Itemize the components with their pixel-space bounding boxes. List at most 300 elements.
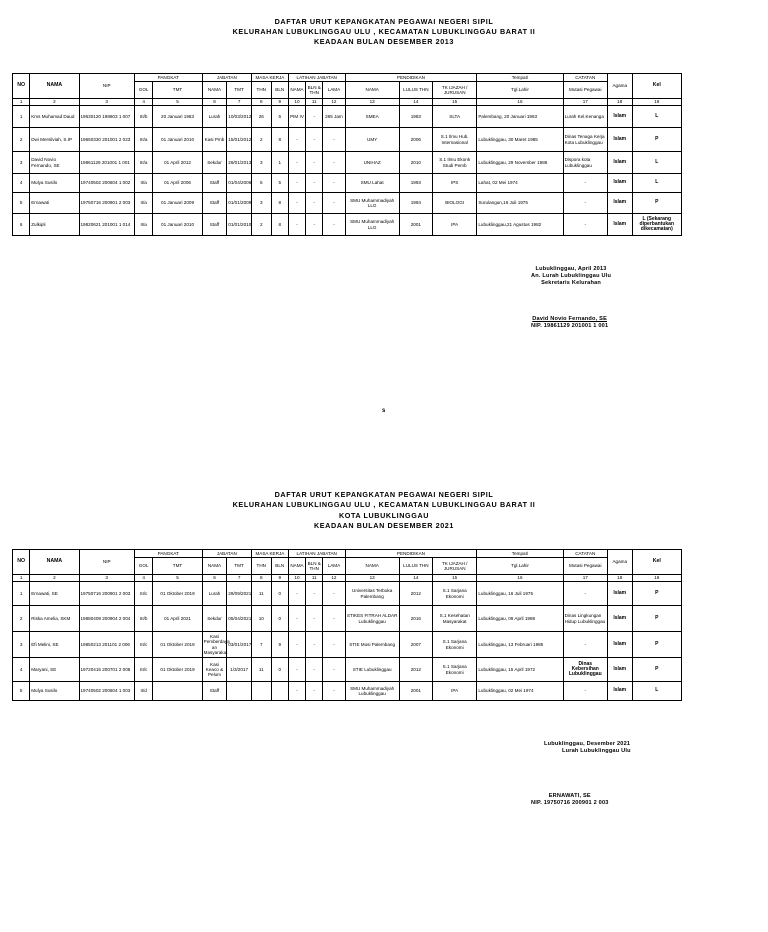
col-number: 12 — [323, 99, 345, 106]
cell-agama: Islam — [607, 106, 632, 128]
table-row — [13, 152, 682, 174]
cell-jab-nama: Kasi Keaco & Pelum — [202, 658, 227, 682]
cell-pend-nama: SMU Muhammadiyah LLG — [345, 193, 399, 214]
cell-lat-nama: - — [288, 658, 305, 682]
col-header-pangkat: PANGKAT — [134, 74, 202, 82]
page-separator-mark: s — [382, 408, 386, 414]
cell-nama: David Novio Fernando, SE — [30, 152, 79, 174]
cell-ttl: Surulangun,16 Juli 1975 — [477, 193, 563, 214]
col-subheader-lulus-thn: LULUS THN — [399, 82, 432, 99]
cell-gol: III/c — [134, 582, 152, 606]
cell-lulus: 1983 — [399, 106, 432, 128]
cell-thn: 3 — [251, 193, 271, 214]
col-header-pendidikan: PENDIDIKAN — [345, 74, 477, 82]
cell-lulus: 1993 — [399, 174, 432, 193]
cell-nama: Ernawati — [30, 193, 79, 214]
col-number: 3 — [79, 575, 134, 582]
col-header-tempat: Tempat/ — [477, 74, 563, 82]
cell-jab-tmt: 01/01/2010 — [227, 214, 252, 236]
cell-no: 3 — [13, 632, 30, 658]
cell-lat-lama: - — [323, 658, 345, 682]
cell-gol: III/b — [134, 606, 152, 632]
doc2-signature-block — [544, 741, 631, 755]
col-header-nama: NAMA — [30, 550, 79, 575]
cell-agama: Islam — [607, 682, 632, 701]
col-header-kel: Kel — [632, 550, 681, 575]
col-header-jabatan: JABATAN — [202, 74, 251, 82]
col-subheader-bln: BLN — [271, 82, 288, 99]
cell-jab-nama: Staff — [202, 682, 227, 701]
signature-position: Lurah Lubuklinggau Ulu — [562, 748, 631, 755]
cell-tmt: 01 Oktober 2019 — [153, 582, 202, 606]
cell-gol: III/a — [134, 152, 152, 174]
cell-lat-lama: - — [323, 214, 345, 236]
cell-mutasi: Dinas Tenaga Kerja Kota Lubuklinggau — [563, 128, 607, 152]
col-number: 9 — [271, 99, 288, 106]
col-number: 3 — [79, 99, 134, 106]
col-subheader-gol: GOL — [134, 82, 152, 99]
col-number: 15 — [433, 99, 477, 106]
col-number: 7 — [227, 99, 252, 106]
cell-agama: Islam — [607, 193, 632, 214]
col-subheader-tmt: TMT — [153, 82, 202, 99]
col-number: 15 — [433, 575, 477, 582]
cell-nama: Ernawati, SE — [30, 582, 79, 606]
col-number: 16 — [477, 575, 563, 582]
cell-lat-lama: - — [323, 174, 345, 193]
col-number: 8 — [251, 99, 271, 106]
col-subheader-nama-sub: NAMA — [345, 558, 399, 575]
col-subheader-nama-sub: NAMA — [202, 82, 227, 99]
cell-jab-tmt: 10/03/2012 — [227, 106, 252, 128]
cell-lat-thn: - — [306, 193, 323, 214]
doc1-signatory — [531, 316, 608, 330]
cell-jab-tmt: 01/04/2006 — [227, 174, 252, 193]
col-header-agama: Agama — [607, 550, 632, 575]
cell-thn: 7 — [251, 632, 271, 658]
col-subheader-tgl-lahir: Tgl.Lahir — [477, 558, 563, 575]
cell-jurusan: IPA — [433, 214, 477, 236]
cell-tmt: 01 Januari 2010 — [153, 214, 202, 236]
cell-pend-nama: UMY — [345, 128, 399, 152]
cell-bln: 0 — [271, 606, 288, 632]
cell-bln — [271, 682, 288, 701]
cell-lat-thn: - — [306, 152, 323, 174]
cell-pend-nama: SMEA — [345, 106, 399, 128]
cell-agama: Islam — [607, 606, 632, 632]
col-number: 2 — [30, 575, 79, 582]
cell-kel: P — [632, 193, 681, 214]
cell-lulus: 2012 — [399, 582, 432, 606]
cell-lat-nama: - — [288, 606, 305, 632]
doc1-title-line: DAFTAR URUT KEPANGKATAN PEGAWAI NEGERI SIPIL — [274, 17, 494, 26]
doc2-personnel-table — [12, 549, 682, 701]
doc1-title-line: KEADAAN BULAN DESEMBER 2013 — [313, 37, 454, 46]
signatory-nip: NIP. 19750716 200901 2 003 — [531, 800, 609, 807]
col-number: 16 — [477, 99, 563, 106]
col-number: 11 — [306, 99, 323, 106]
cell-gol: III/b — [134, 106, 152, 128]
cell-thn: 2 — [251, 128, 271, 152]
cell-mutasi: - — [563, 193, 607, 214]
table-row — [13, 658, 682, 682]
col-subheader-mutasi: Mutasi Pegawai — [563, 558, 607, 575]
col-number: 18 — [607, 575, 632, 582]
cell-lulus: 2007 — [399, 632, 432, 658]
cell-jab-tmt — [227, 682, 252, 701]
cell-tmt: 20 Januari 1983 — [153, 106, 202, 128]
cell-mutasi: - — [563, 632, 607, 658]
cell-bln: 0 — [271, 658, 288, 682]
cell-jab-tmt: 01/01/2009 — [227, 193, 252, 214]
cell-pend-nama: SMU Lahat — [345, 174, 399, 193]
cell-lat-lama: - — [323, 606, 345, 632]
col-subheader-bln-thn: BLN & THN — [306, 558, 323, 575]
cell-lat-thn: - — [306, 682, 323, 701]
signatory-nip: NIP. 19861129 201001 1 001 — [531, 323, 609, 330]
cell-jab-nama: Kasi Pemberdaya an Masyarakat — [202, 632, 227, 658]
col-subheader-gol: GOL — [134, 558, 152, 575]
cell-jurusan: S.1 Sarjana Ekonomi — [433, 632, 477, 658]
cell-lulus: 2010 — [399, 152, 432, 174]
cell-jab-tmt: 03/01/2017 — [227, 632, 252, 658]
col-header-masa-kerja: MASA KERJA — [251, 74, 288, 82]
cell-lat-thn: - — [306, 106, 323, 128]
cell-ttl: Lubuklinggau, 16 Juli 1975 — [477, 582, 563, 606]
doc2-signatory — [531, 793, 609, 807]
doc1-signature-block — [531, 266, 611, 288]
cell-ttl: Lubuklinggau, 30 Maret 1985 — [477, 128, 563, 152]
cell-kel: P — [632, 582, 681, 606]
col-number: 13 — [345, 99, 399, 106]
cell-bln: 9 — [271, 632, 288, 658]
col-header-tempat: Tempat/ — [477, 550, 563, 558]
col-header-agama: Agama — [607, 74, 632, 99]
col-header-catatan: CATATAN — [563, 550, 607, 558]
cell-thn: 11 — [251, 582, 271, 606]
col-subheader-tk-ijazah: TK IJAZAH / JURUSAN — [433, 558, 477, 575]
cell-bln: 8 — [271, 214, 288, 236]
cell-nip: 19740502 200604 1 003 — [79, 682, 134, 701]
cell-nip: 19650330 201001 2 023 — [79, 128, 134, 152]
cell-pend-nama: STIKES FITRAH ALDAR Lubuklinggau — [345, 606, 399, 632]
table-row — [13, 214, 682, 236]
doc2-title-line: KELURAHAN LUBUKLINGGAU ULU , KECAMATAN LUBUKLINGGAU BARAT II — [232, 500, 536, 509]
table-row — [13, 582, 682, 606]
cell-jab-nama: Sekdur — [202, 152, 227, 174]
cell-jurusan: S.1 Sarjana Ekonomi — [433, 582, 477, 606]
cell-nip: 19880409 200904 2 004 — [79, 606, 134, 632]
cell-tmt: 01 Januari 2010 — [153, 128, 202, 152]
cell-gol: II/a — [134, 193, 152, 214]
cell-tmt: 01 Januari 2009 — [153, 193, 202, 214]
cell-no: 4 — [13, 174, 30, 193]
doc1-personnel-table — [12, 73, 682, 236]
col-number: 10 — [288, 99, 305, 106]
cell-no: 5 — [13, 682, 30, 701]
signatory-name: ERNAWATI, SE — [548, 793, 591, 799]
cell-lat-lama: 285 Jam — [323, 106, 345, 128]
doc2-title-line: DAFTAR URUT KEPANGKATAN PEGAWAI NEGERI SIPIL — [274, 490, 494, 499]
col-number: 13 — [345, 575, 399, 582]
cell-tmt: 01 April 2021 — [153, 606, 202, 632]
signature-place-date: Lubuklinggau, April 2013 — [535, 266, 607, 272]
cell-jurusan: S.1 Kesehatan Masyarakat — [433, 606, 477, 632]
col-number: 19 — [632, 99, 681, 106]
cell-bln: 6 — [271, 106, 288, 128]
cell-no: 6 — [13, 214, 30, 236]
cell-kel: L — [632, 174, 681, 193]
cell-gol: II/a — [134, 174, 152, 193]
cell-gol: II/a — [134, 214, 152, 236]
cell-thn: 10 — [251, 606, 271, 632]
col-number: 14 — [399, 99, 432, 106]
cell-kel: P — [632, 606, 681, 632]
cell-lat-nama: - — [288, 193, 305, 214]
cell-lulus: 2001 — [399, 214, 432, 236]
cell-jab-nama: Sekdur — [202, 606, 227, 632]
cell-jab-nama: Staff — [202, 174, 227, 193]
cell-no: 4 — [13, 658, 30, 682]
cell-no: 2 — [13, 128, 30, 152]
col-header-no: NO — [13, 550, 30, 575]
col-number: 17 — [563, 99, 607, 106]
cell-lulus: 2016 — [399, 606, 432, 632]
cell-no: 2 — [13, 606, 30, 632]
col-header-no: NO — [13, 74, 30, 99]
cell-gol: II/d — [134, 682, 152, 701]
col-header-nip: NIP — [79, 74, 134, 99]
cell-lat-thn: - — [306, 214, 323, 236]
cell-lat-lama: - — [323, 193, 345, 214]
cell-agama: Islam — [607, 582, 632, 606]
cell-lat-lama: - — [323, 582, 345, 606]
cell-nip: 19750716 200901 2 003 — [79, 582, 134, 606]
cell-no: 3 — [13, 152, 30, 174]
cell-jurusan: S.1 Sarjana Ekonomi — [433, 658, 477, 682]
table-row — [13, 632, 682, 658]
cell-lat-nama: - — [288, 214, 305, 236]
col-number: 5 — [153, 575, 202, 582]
cell-thn: 11 — [251, 658, 271, 682]
cell-no: 1 — [13, 106, 30, 128]
col-header-jabatan: JABATAN — [202, 550, 251, 558]
col-number: 18 — [607, 99, 632, 106]
cell-nama: Kms Muhamad Daud — [30, 106, 79, 128]
col-number: 11 — [306, 575, 323, 582]
cell-jab-tmt: 28/09/2021 — [227, 582, 252, 606]
cell-kel: L (Sekarang diperbantukan dikecamatan) — [632, 214, 681, 236]
cell-bln: 1 — [271, 152, 288, 174]
col-header-masa-kerja: MASA KERJA — [251, 550, 288, 558]
cell-no: 5 — [13, 193, 30, 214]
cell-gol: III/a — [134, 128, 152, 152]
cell-pend-nama: STIE Lubuklinggau — [345, 658, 399, 682]
cell-pend-nama: UNIHAZ — [345, 152, 399, 174]
doc2-title-line: KOTA LUBUKLINGGAU — [338, 511, 430, 520]
cell-nama: Efi Melini, SE — [30, 632, 79, 658]
cell-lat-nama: - — [288, 152, 305, 174]
cell-mutasi: - — [563, 174, 607, 193]
cell-jurusan: S.1 Ilmu Hub. Internasional — [433, 128, 477, 152]
cell-jab-tmt: 26/01/2013 — [227, 152, 252, 174]
cell-lat-nama: - — [288, 632, 305, 658]
cell-pend-nama: SMU Muhammadiyah LLG — [345, 214, 399, 236]
col-header-latihan: LATIHAN JABATAN — [288, 74, 345, 82]
cell-jab-tmt: 15/01/2012 — [227, 128, 252, 152]
signature-place-date: Lubuklinggau, Desember 2021 — [544, 741, 631, 747]
col-subheader-nama-sub: NAMA — [288, 558, 305, 575]
col-number: 19 — [632, 575, 681, 582]
doc1-title-line: KELURAHAN LUBUKLINGGAU ULU , KECAMATAN LUBUKLINGGAU BARAT II — [232, 27, 536, 36]
cell-jab-nama: Staff — [202, 193, 227, 214]
cell-bln: 0 — [271, 582, 288, 606]
cell-ttl: Lahat, 02 Mei 1974 — [477, 174, 563, 193]
cell-agama: Islam — [607, 632, 632, 658]
col-header-latihan: LATIHAN JABATAN — [288, 550, 345, 558]
cell-tmt: 01 April 2012 — [153, 152, 202, 174]
col-number: 8 — [251, 575, 271, 582]
cell-lat-lama: - — [323, 152, 345, 174]
cell-nip: 19750716 200901 2 003 — [79, 193, 134, 214]
cell-nip: 19850213 201101 2 006 — [79, 632, 134, 658]
cell-ttl: Lubuklinggau, 29 November 1986 — [477, 152, 563, 174]
col-subheader-thn: THN — [251, 558, 271, 575]
cell-bln: 5 — [271, 174, 288, 193]
cell-mutasi: Dinas Kebersihan Lubuklinggau — [563, 658, 607, 682]
col-header-pangkat: PANGKAT — [134, 550, 202, 558]
cell-lulus: 2001 — [399, 682, 432, 701]
col-header-nama: NAMA — [30, 74, 79, 99]
col-subheader-tk-ijazah: TK IJAZAH / JURUSAN — [433, 82, 477, 99]
cell-tmt — [153, 682, 202, 701]
col-subheader-tmt: TMT — [153, 558, 202, 575]
cell-nip: 19740502 200604 1 002 — [79, 174, 134, 193]
cell-nama: Riska Amelia, SKM — [30, 606, 79, 632]
cell-bln: 8 — [271, 193, 288, 214]
col-subheader-thn: THN — [251, 82, 271, 99]
signature-position: Sekretaris Kelurahan — [541, 280, 602, 287]
cell-tmt: 01 Oktober 2018 — [153, 632, 202, 658]
cell-tmt: 01 April 2006 — [153, 174, 202, 193]
cell-mutasi: - — [563, 682, 607, 701]
cell-nip: 19630120 198603 1 007 — [79, 106, 134, 128]
col-number: 12 — [323, 575, 345, 582]
cell-jab-tmt: 05/04/2021 — [227, 606, 252, 632]
signature-position: An. Lurah Lubuklinggau Ulu — [531, 273, 612, 280]
signatory-name: David Novio Fernando, SE — [532, 316, 607, 322]
cell-agama: Islam — [607, 174, 632, 193]
cell-pend-nama: STIE Musi Palembang — [345, 632, 399, 658]
cell-mutasi: - — [563, 214, 607, 236]
cell-pend-nama: SMU Muhammadiyah Lubuklinggau — [345, 682, 399, 701]
cell-tmt: 01 Oktober 2019 — [153, 658, 202, 682]
cell-thn: 26 — [251, 106, 271, 128]
cell-lat-nama: - — [288, 128, 305, 152]
cell-gol: III/c — [134, 658, 152, 682]
cell-lulus: 1994 — [399, 193, 432, 214]
cell-kel: P — [632, 658, 681, 682]
cell-jab-nama: Lurah — [202, 582, 227, 606]
cell-ttl: Lubuklinggau, 13 Februari 1985 — [477, 632, 563, 658]
cell-jab-nama: Kasi Pmb — [202, 128, 227, 152]
col-subheader-bln-thn: BLN & THN — [306, 82, 323, 99]
table-row — [13, 128, 682, 152]
cell-jurusan: SLTA — [433, 106, 477, 128]
col-subheader-mutasi: Mutasi Pegawai — [563, 82, 607, 99]
col-number: 7 — [227, 575, 252, 582]
cell-kel: L — [632, 682, 681, 701]
cell-gol: III/c — [134, 632, 152, 658]
cell-lulus: 2012 — [399, 658, 432, 682]
cell-jab-tmt: 1/3/2017 — [227, 658, 252, 682]
cell-jurusan: S.1 Ilmu Ekonk Studi Pemb — [433, 152, 477, 174]
cell-lat-thn: - — [306, 658, 323, 682]
col-subheader-tgl-lahir: Tgl.Lahir — [477, 82, 563, 99]
cell-kel: L — [632, 152, 681, 174]
cell-lat-lama: - — [323, 632, 345, 658]
col-number: 2 — [30, 99, 79, 106]
table-row — [13, 174, 682, 193]
cell-ttl: Lubuklinggau, 09 April 1988 — [477, 606, 563, 632]
table-row — [13, 682, 682, 701]
col-header-kel: Kel — [632, 74, 681, 99]
table-row — [13, 606, 682, 632]
col-header-nip: NIP — [79, 550, 134, 575]
cell-nama: Maryani, SE — [30, 658, 79, 682]
table-row — [13, 193, 682, 214]
col-number: 6 — [202, 575, 227, 582]
col-number: 1 — [13, 99, 30, 106]
cell-lat-nama: - — [288, 582, 305, 606]
cell-jurusan: BIOLOGI — [433, 193, 477, 214]
cell-mutasi: Lurah Kel.Kenanga — [563, 106, 607, 128]
cell-lat-nama: PIM IV — [288, 106, 305, 128]
col-subheader-tmt: TMT — [227, 82, 252, 99]
cell-kel: L — [632, 106, 681, 128]
col-number: 1 — [13, 575, 30, 582]
col-header-pendidikan: PENDIDIKAN — [345, 550, 477, 558]
cell-ttl: Lubuklinggau, 15 April 1972 — [477, 658, 563, 682]
cell-lat-thn: - — [306, 582, 323, 606]
cell-ttl: Lubuklinggau,21 Agustus 1982 — [477, 214, 563, 236]
table-row — [13, 106, 682, 128]
cell-lat-lama: - — [323, 682, 345, 701]
col-number: 4 — [134, 575, 152, 582]
cell-mutasi: Dinas Lingkungan Hidup Lubuklinggau — [563, 606, 607, 632]
doc2-title-line: KEADAAN BULAN DESEMBER 2021 — [313, 521, 454, 530]
col-subheader-nama-sub: NAMA — [345, 82, 399, 99]
col-header-catatan: CATATAN — [563, 74, 607, 82]
cell-agama: Islam — [607, 128, 632, 152]
col-subheader-lama: LAMA — [323, 558, 345, 575]
cell-thn — [251, 682, 271, 701]
cell-ttl: Lubuklinggau, 02 Mei 1974 — [477, 682, 563, 701]
cell-jab-nama: Staff — [202, 214, 227, 236]
cell-jab-nama: Lurah — [202, 106, 227, 128]
cell-bln: 8 — [271, 128, 288, 152]
cell-agama: Islam — [607, 152, 632, 174]
col-number: 9 — [271, 575, 288, 582]
col-number: 10 — [288, 575, 305, 582]
cell-ttl: Palembang, 20 Januari 1963 — [477, 106, 563, 128]
cell-lat-lama: - — [323, 128, 345, 152]
cell-lat-thn: - — [306, 174, 323, 193]
cell-no: 1 — [13, 582, 30, 606]
cell-thn: 6 — [251, 174, 271, 193]
cell-nip: 19820621 201001 1 014 — [79, 214, 134, 236]
cell-nama: Mulya Susilo — [30, 174, 79, 193]
